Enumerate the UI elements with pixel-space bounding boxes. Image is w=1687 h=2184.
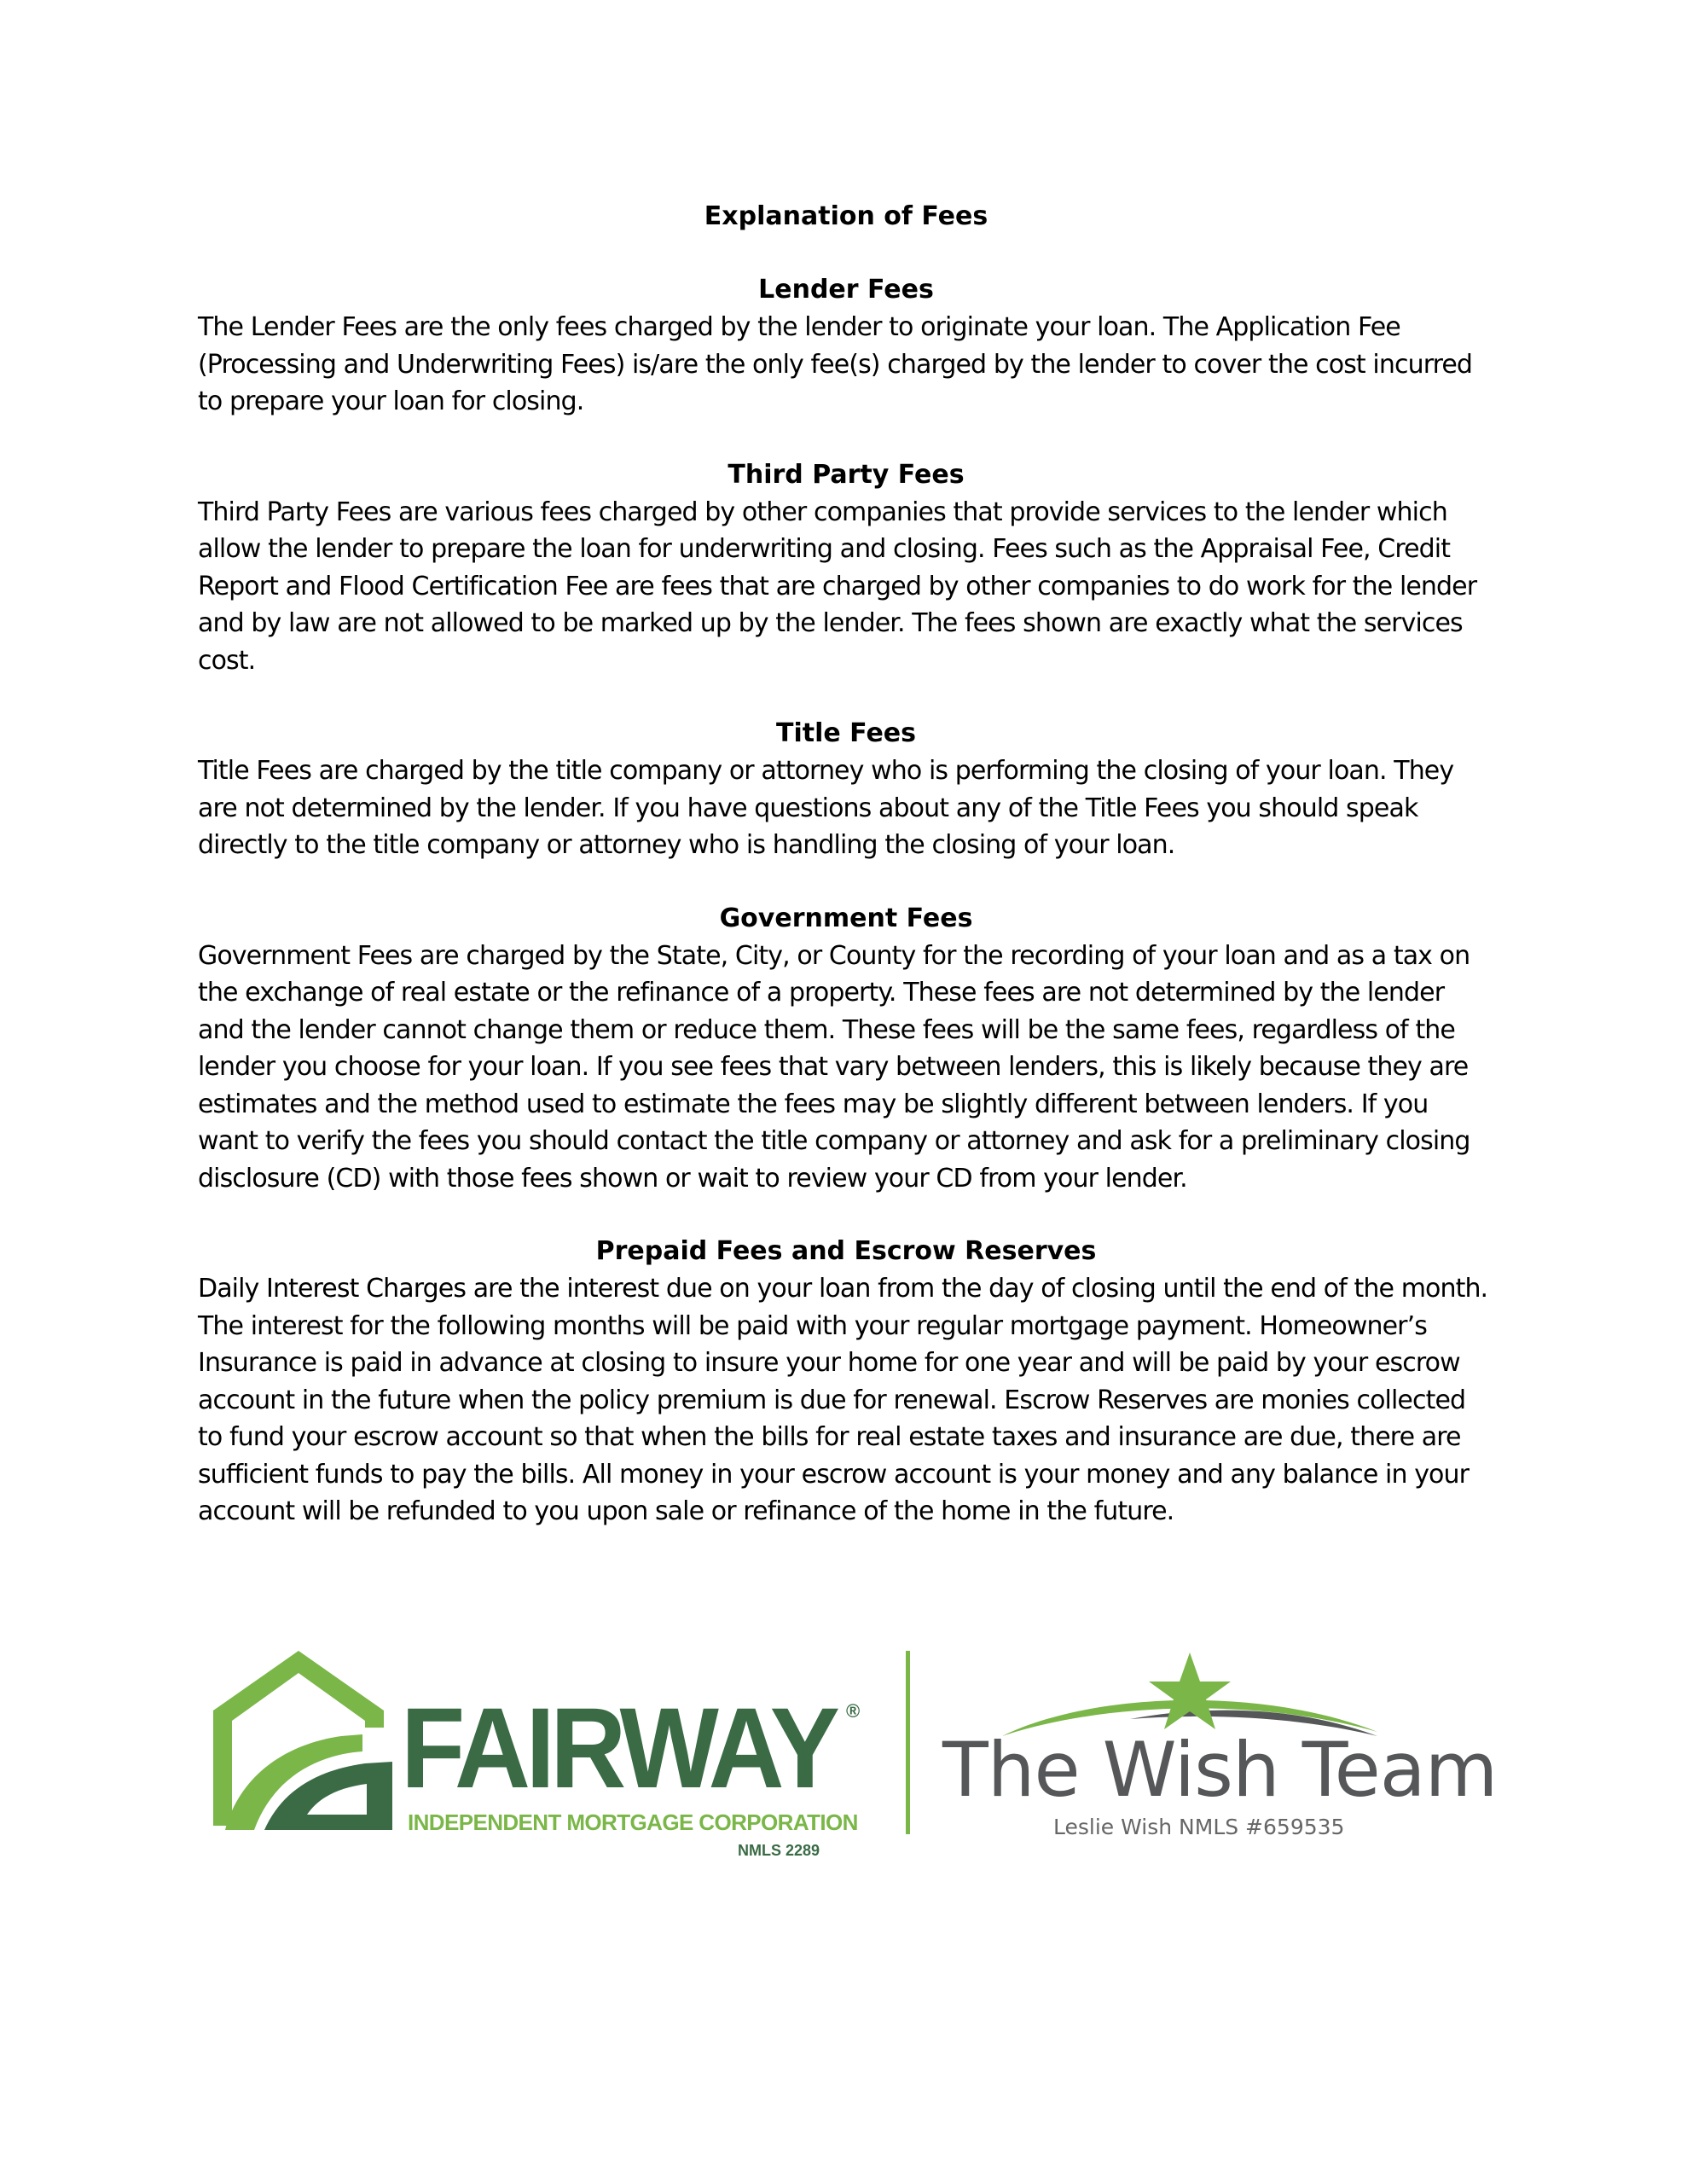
document-title: Explanation of Fees — [704, 201, 988, 231]
section-body: Title Fees are charged by the title company or attorney who is performing the closing of your loan. They are not determined by the lender. If you have questions about any of the Title Fees you should speak directly to the title company or attorney who is handling the closing of your loan. — [198, 756, 1454, 860]
section-heading: Lender Fees — [758, 275, 934, 305]
section-body: Daily Interest Charges are the interest due on your loan from the day of closing until the end of the month. The interest for the following months will be paid with your regular mortgage payment. Homeowner’s Insurance is paid in advance at closing to insure your home for one year and will be paid by your escrow account in the future when the policy premium is due for renewal. Escrow Reserves are monies collected to fund your escrow account so that when the bills for real estate taxes and insurance are due, there are sufficient funds to pay the bills. All money in your escrow account is your money and any balance in your account will be refunded to you upon sale or refinance of the home in the future. — [198, 1274, 1488, 1526]
fairway-nmls: NMLS 2289 — [738, 1842, 820, 1859]
section-heading: Prepaid Fees and Escrow Reserves — [595, 1236, 1097, 1266]
document-page — [198, 198, 1494, 1566]
fairway-wordmark: FAIRWAY — [401, 1685, 836, 1812]
section-heading: Government Fees — [719, 903, 973, 933]
section-body: Third Party Fees are various fees charged by other companies that provide services to the lender which allow the lender to prepare the loan for underwriting and closing. Fees such as the Appraisal Fee, Credit Report and Flood Certification Fee are fees that are charged by other companies to do work for the lender and by law are not allowed to be marked up by the lender. The fees shown are exactly what the services cost. — [198, 497, 1477, 676]
fairway-logo — [213, 1651, 878, 1873]
wish-team-wordmark: The Wish Team — [942, 1726, 1498, 1814]
registered-mark: ® — [846, 1700, 861, 1722]
section-government-fees — [198, 900, 1494, 1198]
wish-team-subtitle: Leslie Wish NMLS #659535 — [1053, 1815, 1345, 1839]
section-title-fees — [198, 715, 1494, 864]
section-body: The Lender Fees are the only fees charged by the lender to originate your loan. The Application Fee (Processing and Underwriting Fees) is/are the only fee(s) charged by the lender to cover the cost incurred to prepare your loan for closing. — [198, 312, 1473, 416]
section-prepaid-escrow — [198, 1233, 1494, 1531]
house-arch-logo-icon — [213, 1651, 392, 1838]
footer-logos — [213, 1651, 1498, 1873]
section-body: Government Fees are charged by the State, City, or County for the recording of your loan and as a tax on the exchange of real estate or the refinance of a property. These fees are not determined by the lender and the lender cannot change them or reduce them. These fees will be the same fees, regardless of the lender you choose for your loan. If you see fees that vary between lenders, this is likely because they are estimates and the method used to estimate the fees may be slightly different between lenders. If you want to verify the fees you should contact the title company or attorney and ask for a preliminary closing disclosure (CD) with those fees shown or wait to review your CD from your lender. — [198, 940, 1470, 1194]
wish-team-logo — [942, 1651, 1498, 1847]
section-heading: Title Fees — [776, 718, 916, 748]
section-heading: Third Party Fees — [728, 459, 965, 490]
fairway-subtitle: INDEPENDENT MORTGAGE CORPORATION — [408, 1809, 858, 1835]
logo-divider — [906, 1651, 910, 1834]
section-lender-fees — [198, 271, 1494, 421]
section-third-party-fees — [198, 456, 1494, 680]
